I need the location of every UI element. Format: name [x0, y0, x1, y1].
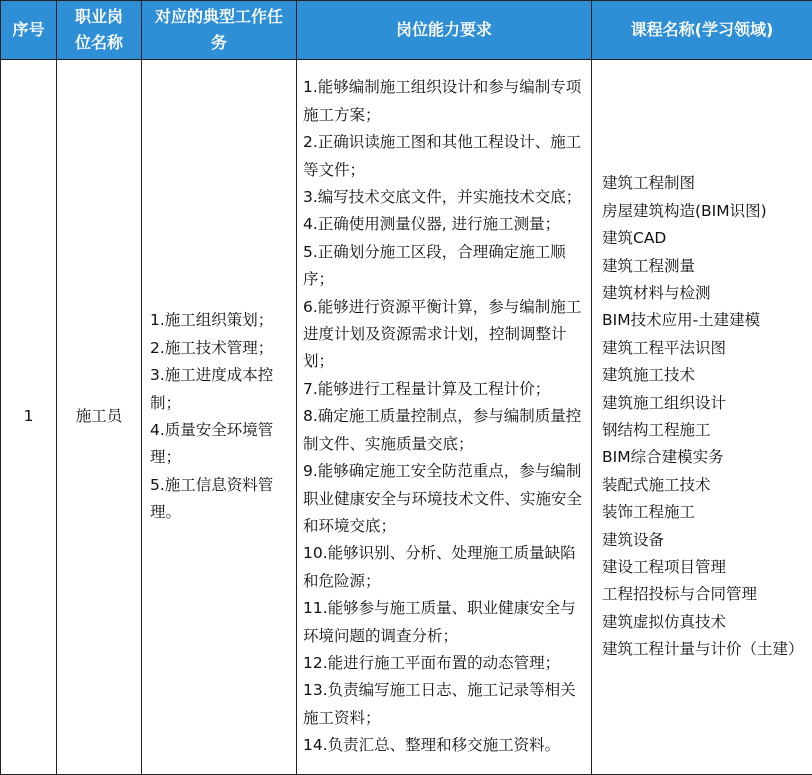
header-seq: 序号 [1, 1, 57, 60]
requirement-item: 9.能够确定施工安全防范重点，参与编制职业健康安全与环境技术文件、实施安全和环境交底； [303, 462, 583, 535]
row-requirements [297, 60, 592, 775]
course-item: 建筑材料与检测 [602, 283, 711, 302]
course-item: 建筑工程测量 [602, 256, 696, 275]
requirement-item: 1.能够编制施工组织设计和参与编制专项施工方案； [303, 78, 582, 124]
task-item: 3.施工进度成本控制； [150, 366, 274, 412]
requirement-item: 3.编写技术交底文件，并实施技术交底； [303, 188, 582, 207]
header-courses: 课程名称(学习领域) [592, 1, 812, 60]
requirement-item: 13.负责编写施工日志、施工记录等相关施工资料； [303, 681, 576, 727]
course-item: 钢结构工程施工 [602, 421, 711, 439]
course-item: 建筑工程平法识图 [602, 338, 727, 357]
row-position: 施工员 [57, 60, 142, 775]
requirement-item: 10.能够识别、分析、处理施工质量缺陷和危险源； [303, 544, 576, 590]
course-item: 装配式施工技术 [602, 475, 711, 494]
course-item: 工程招投标与合同管理 [602, 585, 758, 604]
table-row [1, 60, 812, 775]
header-tasks: 对应的典型工作任务 [142, 1, 297, 60]
course-item: 建筑工程计量与计价（土建） [602, 640, 804, 659]
row-tasks [142, 60, 297, 775]
requirement-item: 4.正确使用测量仪器, 进行施工测量； [303, 215, 561, 234]
header-position: 职业岗位名称 [57, 1, 142, 60]
requirement-item: 2.正确识读施工图和其他工程设计、施工等文件； [303, 133, 582, 179]
course-item: 房屋建筑构造(BIM识图) [602, 201, 767, 220]
course-item: 建筑施工技术 [602, 366, 696, 385]
requirement-item: 6.能够进行资源平衡计算，参与编制施工进度计划及资源需求计划，控制调整计划； [303, 297, 582, 371]
course-item: 建筑施工组织设计 [602, 393, 727, 412]
header-row [1, 1, 812, 60]
requirement-item: 11.能够参与施工质量、职业健康安全与环境问题的调查分析； [303, 599, 576, 645]
requirement-item: 5.正确划分施工区段，合理确定施工顺序； [303, 242, 566, 289]
requirement-item: 8.确定施工质量控制点，参与编制质量控制文件、实施质量交底； [303, 407, 582, 453]
header-requirements: 岗位能力要求 [297, 1, 592, 60]
row-seq: 1 [1, 60, 57, 775]
task-item: 1.施工组织策划； [150, 311, 274, 330]
task-item: 5.施工信息资料管理。 [150, 475, 274, 522]
course-item: 建筑设备 [602, 530, 665, 549]
course-item: 建筑工程制图 [602, 174, 696, 193]
course-item: 建设工程项目管理 [602, 558, 727, 577]
task-item: 2.施工技术管理； [150, 338, 274, 357]
course-item: BIM综合建模实务 [602, 448, 724, 467]
requirement-item: 14.负责汇总、整理和移交施工资料。 [303, 736, 561, 755]
row-courses [592, 60, 812, 775]
task-item: 4.质量安全环境管理； [150, 421, 274, 467]
course-item: 装饰工程施工 [602, 503, 696, 522]
course-item: 建筑虚拟仿真技术 [602, 612, 727, 631]
requirement-item: 7.能够进行工程量计算及工程计价； [303, 379, 551, 398]
requirement-item: 12.能进行施工平面布置的动态管理； [303, 653, 561, 672]
course-item: BIM技术应用-土建建模 [602, 311, 761, 330]
course-item: 建筑CAD [602, 229, 667, 248]
